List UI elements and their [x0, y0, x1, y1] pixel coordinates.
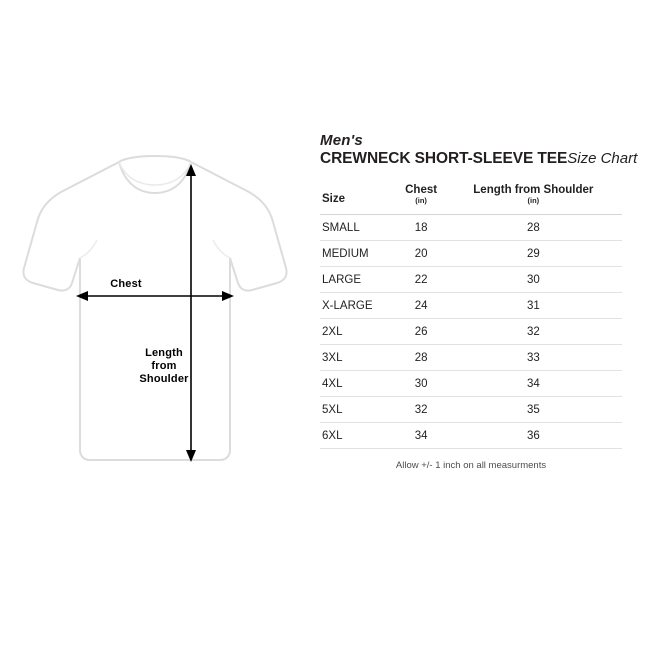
measurement-tolerance-note: Allow +/- 1 inch on all measurments	[395, 460, 547, 471]
table-row	[320, 371, 622, 397]
table-row	[320, 215, 622, 241]
chart-product-name: CREWNECK SHORT-SLEEVE TEE	[320, 150, 568, 167]
length-label-line-2: from	[151, 360, 177, 372]
size-chart-table	[320, 184, 622, 449]
table-row	[320, 397, 622, 423]
cell-size: X-LARGE	[320, 293, 398, 319]
table-row	[320, 423, 622, 449]
cell-size: 3XL	[320, 345, 398, 371]
size-chart-header-row	[320, 184, 622, 215]
column-header-chest	[398, 184, 445, 215]
cell-length: 33	[445, 345, 622, 371]
cell-length: 30	[445, 267, 622, 293]
cell-size: 5XL	[320, 397, 398, 423]
cell-length: 28	[445, 215, 622, 241]
chart-title-block	[320, 132, 638, 174]
cell-length: 31	[445, 293, 622, 319]
cell-chest: 28	[398, 345, 445, 371]
column-header-size	[320, 184, 398, 215]
column-header-length-label: Length from Shoulder	[473, 184, 594, 196]
cell-length: 32	[445, 319, 622, 345]
cell-chest: 22	[398, 267, 445, 293]
cell-size: LARGE	[320, 267, 398, 293]
size-chart-panel	[320, 132, 638, 471]
table-row	[320, 241, 622, 267]
length-label-line-3: Shoulder	[139, 373, 189, 385]
cell-chest: 34	[398, 423, 445, 449]
chart-subtitle: Size Chart	[567, 150, 638, 167]
cell-length: 36	[445, 423, 622, 449]
table-row	[320, 293, 622, 319]
cell-length: 29	[445, 241, 622, 267]
column-header-chest-label: Chest	[405, 184, 438, 196]
cell-chest: 30	[398, 371, 445, 397]
cell-size: 6XL	[320, 423, 398, 449]
cell-chest: 18	[398, 215, 445, 241]
table-row	[320, 345, 622, 371]
shirt-diagram-panel	[0, 0, 310, 650]
column-header-chest-unit: (in)	[415, 196, 427, 205]
table-row	[320, 267, 622, 293]
chart-gender-label: Men's	[320, 132, 363, 149]
cell-size: 2XL	[320, 319, 398, 345]
column-header-length-unit: (in)	[527, 196, 540, 205]
size-chart-body	[320, 215, 622, 449]
cell-size: SMALL	[320, 215, 398, 241]
chart-product-title	[320, 150, 638, 168]
cell-size: 4XL	[320, 371, 398, 397]
cell-length: 34	[445, 371, 622, 397]
length-dimension-label	[133, 347, 195, 386]
cell-chest: 24	[398, 293, 445, 319]
table-row	[320, 319, 622, 345]
chest-dimension-label: Chest	[110, 278, 142, 290]
shirt-body-shape	[23, 156, 286, 460]
cell-length: 35	[445, 397, 622, 423]
length-label-line-1: Length	[145, 347, 183, 359]
column-header-length	[445, 184, 622, 215]
column-header-size-label: Size	[322, 193, 346, 205]
tshirt-illustration	[18, 150, 293, 480]
cell-chest: 32	[398, 397, 445, 423]
cell-chest: 26	[398, 319, 445, 345]
cell-size: MEDIUM	[320, 241, 398, 267]
cell-chest: 20	[398, 241, 445, 267]
